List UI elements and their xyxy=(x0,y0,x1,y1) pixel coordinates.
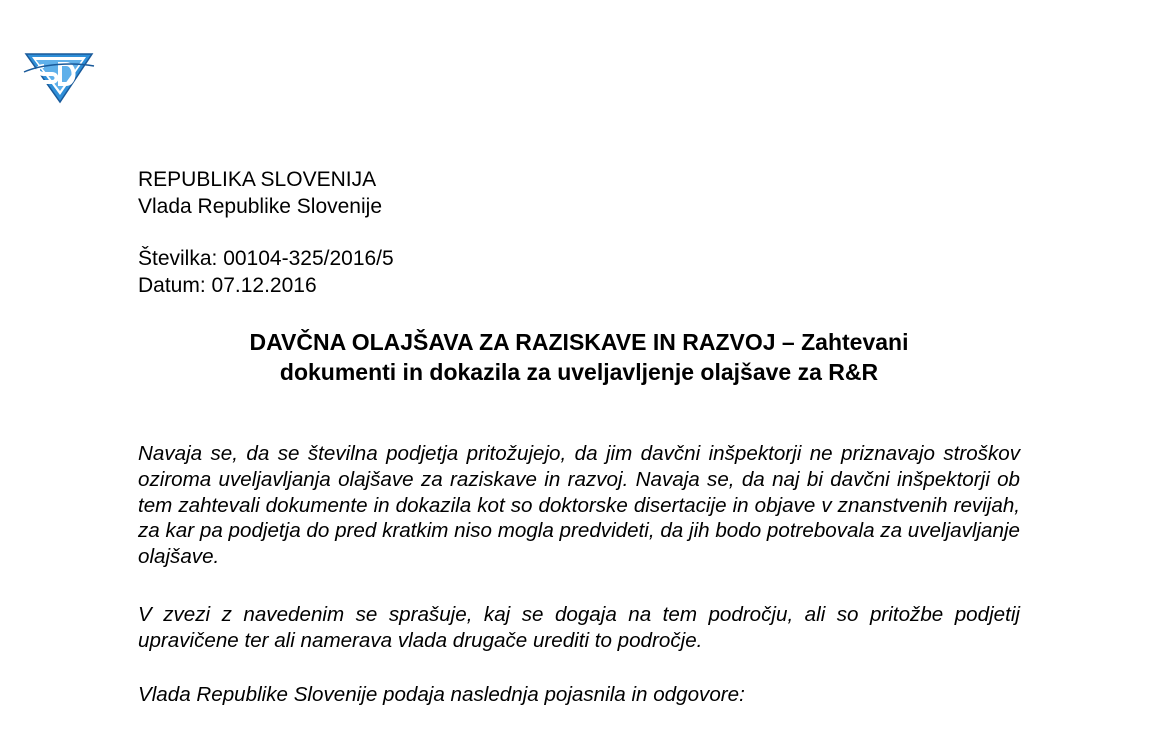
institution-name: Vlada Republike Slovenije xyxy=(138,195,382,218)
document-title xyxy=(138,327,1020,387)
title-line-2: dokumenti in dokazila za uveljavljenje olajšave za R&R xyxy=(279,359,879,385)
country-name: REPUBLIKA SLOVENIJA xyxy=(138,168,377,191)
body-paragraph-3: Vlada Republike Slovenije podaja naslednja pojasnila in odgovore: xyxy=(138,683,745,706)
document-date: Datum: 07.12.2016 xyxy=(138,274,317,297)
document-meta xyxy=(138,245,394,299)
body-paragraph-2: V zvezi z navedenim se sprašuje, kaj se dogaja na tem področju, ali so pritožbe podjetij upravičene ter ali namerava vlada drugače urediti to področje. xyxy=(138,603,1020,652)
document-header xyxy=(138,166,382,220)
title-line-1: DAVČNA OLAJŠAVA ZA RAZISKAVE IN RAZVOJ – Zahtevani xyxy=(249,329,909,355)
body-paragraph-1: Navaja se, da se številna podjetja pritožujejo, da jim davčni inšpektorji ne priznavajo stroškov oziroma uveljavljanja olajšave za raziskave in razvoj. Navaja se, da naj bi davčni inšpektorji ob tem zahtevali dokumente in dokazila kot so doktorske disertacije in objave v znanstvenih revijah, za kar pa podjetja do pred kratkim niso mogla predvideti, da jih bodo potrebovala za uveljavljanje olajšave. xyxy=(138,442,1020,569)
party-logo-icon xyxy=(22,48,96,104)
document-number: Številka: 00104-325/2016/5 xyxy=(138,247,394,270)
